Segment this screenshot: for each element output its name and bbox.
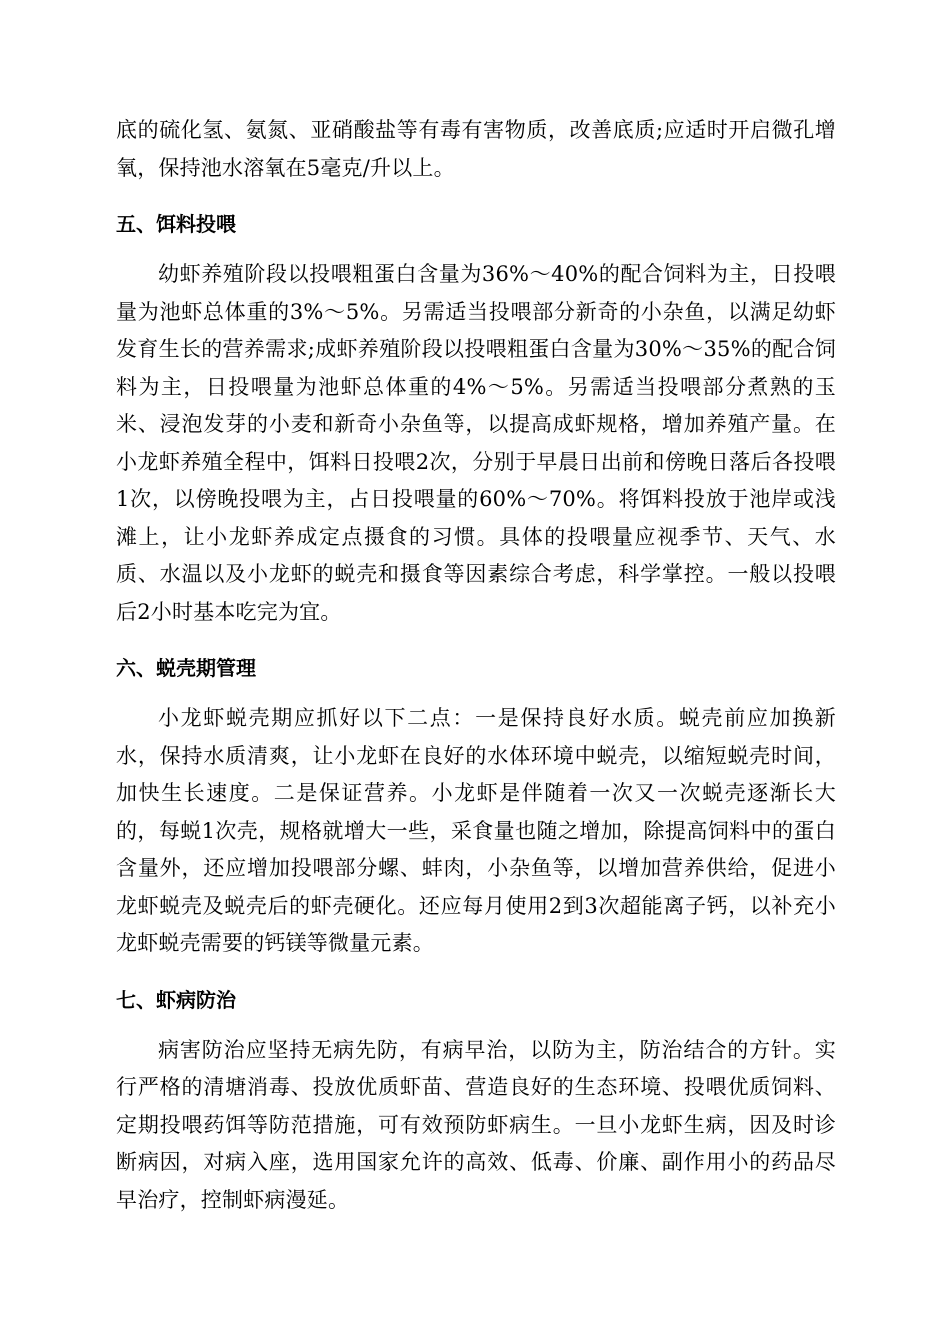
continuation-paragraph: 底的硫化氢、氨氮、亚硝酸盐等有毒有害物质，改善底质;应适时开启微孔增氧，保持池水溶氧在5毫克/升以上。 bbox=[116, 118, 836, 180]
section-body-feeding: 幼虾养殖阶段以投喂粗蛋白含量为36%～40%的配合饲料为主，日投喂量为池虾总体重的3%～5%。另需适当投喂部分新奇的小杂鱼，以满足幼虾发育生长的营养需求;成虾养殖阶段以投喂粗蛋白含量为30%～35%的配合饲料为主，日投喂量为池虾总体重的4%～5%。另需适当投喂部分煮熟的玉米、浸泡发芽的小麦和新奇小杂鱼等，以提高成虾规格，增加养殖产量。在小龙虾养殖全程中，饵料日投喂2次，分别于早晨日出前和傍晚日落后各投喂1次，以傍晚投喂为主，占日投喂量的60%～70%。将饵料投放于池岸或浅滩上，让小龙虾养成定点摄食的习惯。具体的投喂量应视季节、天气、水质、水温以及小龙虾的蜕壳和摄食等因素综合考虑，科学掌控。一般以投喂后2小时基本吃完为宜。 bbox=[116, 262, 836, 624]
section-body-disease: 病害防治应坚持无病先防，有病早治，以防为主，防治结合的方针。实行严格的清塘消毒、投放优质虾苗、营造良好的生态环境、投喂优质饲料、定期投喂药饵等防范措施，可有效预防虾病生。一旦小龙虾生病，因及时诊断病因，对病入座，选用国家允许的高效、低毒、价廉、副作用小的药品尽早治疗，控制虾病漫延。 bbox=[116, 1037, 836, 1212]
section-body-molting: 小龙虾蜕壳期应抓好以下二点：一是保持良好水质。蜕壳前应加换新水，保持水质清爽，让小龙虾在良好的水体环境中蜕壳，以缩短蜕壳时间，加快生长速度。二是保证营养。小龙虾是伴随着一次又一次蜕壳逐渐长大的，每蜕1次壳，规格就增大一些，采食量也随之增加，除提高饲料中的蛋白含量外，还应增加投喂部分螺、蚌肉，小杂鱼等，以增加营养供给，促进小龙虾蜕壳及蜕壳后的虾壳硬化。还应每月使用2到3次超能离子钙，以补充小龙虾蜕壳需要的钙镁等微量元素。 bbox=[116, 706, 836, 955]
document-page bbox=[116, 112, 836, 1219]
section-heading-molting: 六、蜕壳期管理 bbox=[116, 656, 256, 680]
section-heading-disease: 七、虾病防治 bbox=[116, 987, 236, 1012]
section-heading-feeding: 五、饵料投喂 bbox=[116, 212, 236, 236]
